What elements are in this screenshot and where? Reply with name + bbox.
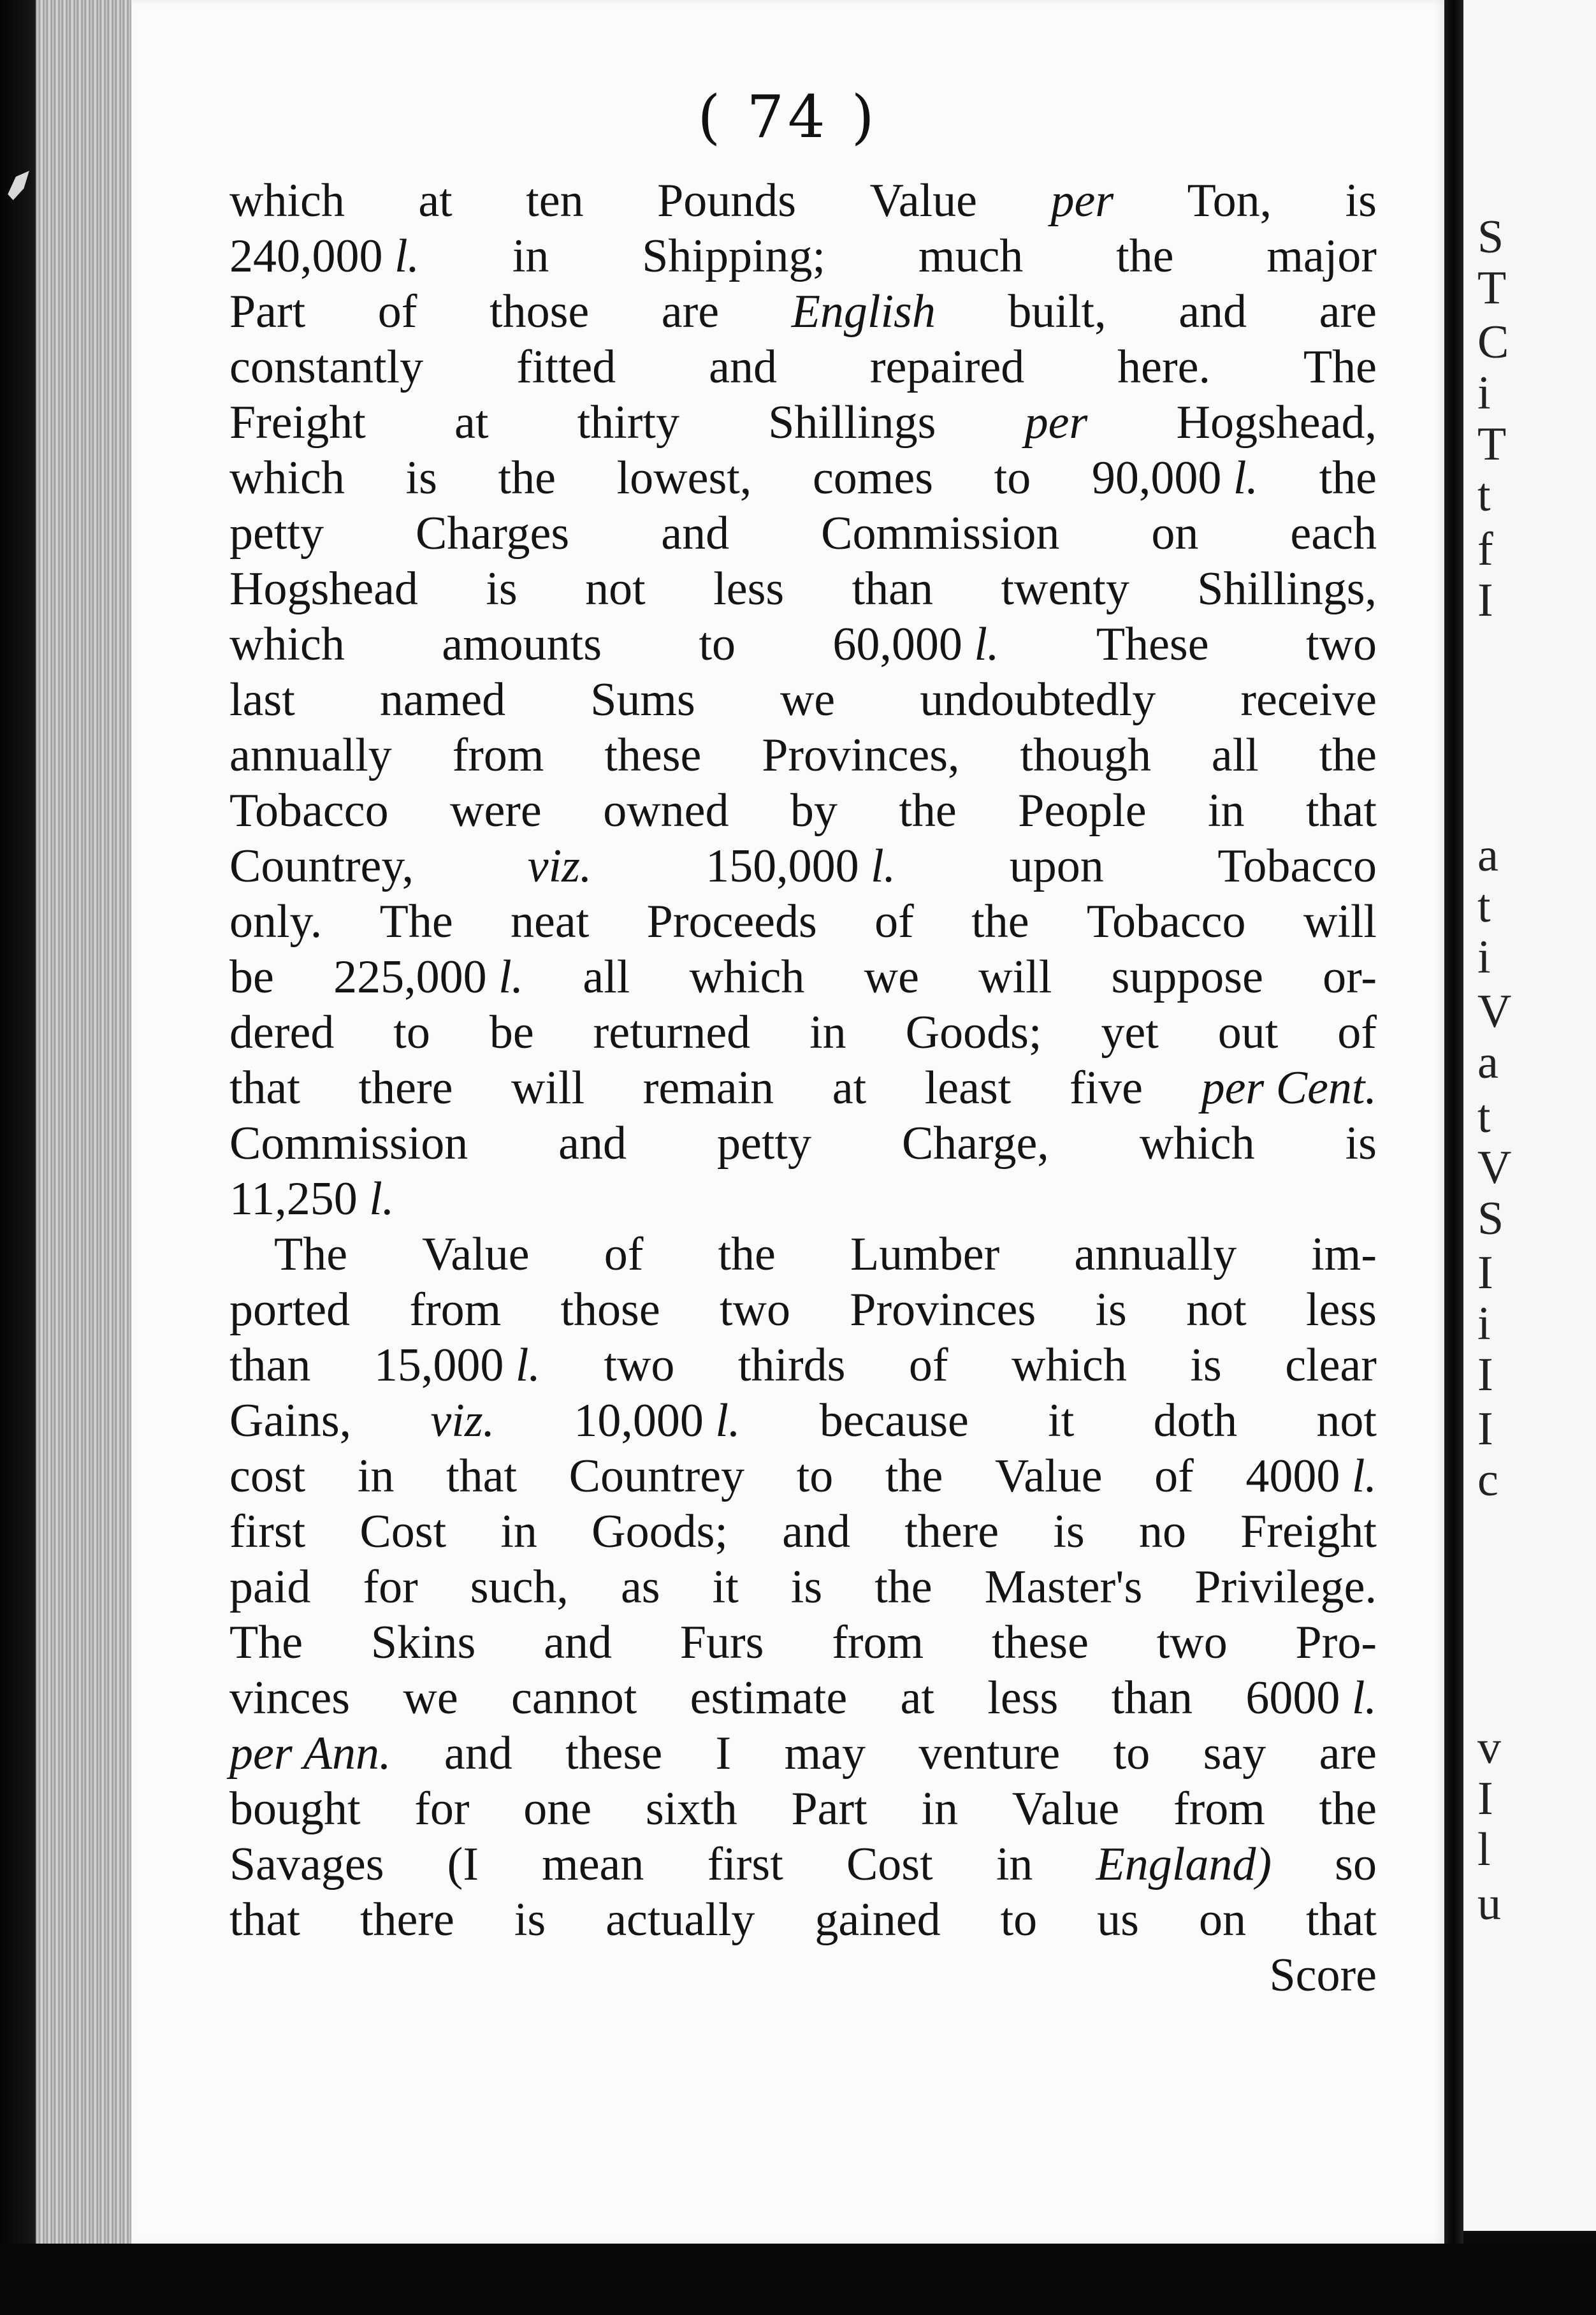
word: named [379, 674, 506, 726]
word: is [790, 1561, 823, 1613]
facing-page-letter: T [1477, 418, 1507, 470]
word: which [689, 951, 805, 1003]
word: 60,000 l. [832, 618, 999, 671]
word: which [229, 175, 345, 227]
text-line [229, 783, 1377, 839]
word: The [274, 1228, 348, 1281]
text-line [229, 451, 1377, 506]
word: bought [229, 1783, 361, 1835]
word: Sums [590, 674, 695, 726]
word: of [377, 286, 417, 338]
word: per [1050, 175, 1114, 227]
word: Commission [229, 1117, 468, 1170]
word: which [1012, 1339, 1127, 1391]
word: to [699, 618, 736, 671]
word: mean [542, 1838, 644, 1890]
facing-page-letter: i [1477, 931, 1491, 983]
word: cost [229, 1450, 306, 1502]
word: 4000 l. [1245, 1450, 1377, 1502]
word: were [450, 785, 542, 837]
word: here. [1117, 341, 1210, 393]
word: Countrey, [229, 840, 414, 892]
word: Charge, [901, 1117, 1049, 1170]
word: there [358, 1062, 453, 1114]
facing-page-letter: I [1477, 1349, 1493, 1401]
word: annually [229, 729, 392, 781]
word: not [1316, 1395, 1377, 1447]
text-line [229, 1560, 1377, 1615]
text-line [229, 1671, 1377, 1726]
word: one [523, 1783, 592, 1835]
word: vinces [229, 1672, 351, 1724]
word: im- [1311, 1228, 1377, 1281]
word: in [996, 1838, 1033, 1890]
word: Hogshead [229, 563, 418, 615]
word: at [832, 1062, 867, 1114]
text-line [229, 1504, 1377, 1560]
word: petty [717, 1117, 811, 1170]
word: and [661, 507, 730, 560]
word: that [1305, 785, 1377, 837]
word: of [874, 896, 914, 948]
word: the [971, 896, 1029, 948]
word: Skins [370, 1616, 476, 1669]
word: Provinces, [762, 729, 960, 781]
text-line [229, 1338, 1377, 1393]
word: less [713, 563, 785, 615]
word: in [512, 230, 549, 282]
word: 90,000 l. [1091, 452, 1258, 504]
word: on [1198, 1894, 1246, 1946]
word: all [1211, 729, 1259, 781]
word: Commission [821, 507, 1060, 560]
word: are [1319, 1727, 1377, 1780]
word: suppose [1111, 951, 1263, 1003]
word: Shipping; [642, 230, 826, 282]
word: is [1053, 1506, 1085, 1558]
text-line [229, 562, 1377, 617]
word: ten [526, 175, 584, 227]
word: to [1113, 1727, 1150, 1780]
text-line [229, 672, 1377, 728]
word: yet [1101, 1006, 1159, 1059]
word: on [1151, 507, 1199, 560]
word: and [544, 1616, 613, 1669]
word: at [900, 1672, 934, 1724]
word: Value [422, 1228, 530, 1281]
word: in [357, 1450, 395, 1502]
word: those [560, 1284, 660, 1336]
word: less [987, 1672, 1059, 1724]
facing-page-letter: I [1477, 1247, 1493, 1299]
word: is [1345, 175, 1377, 227]
word: England) [1096, 1838, 1272, 1890]
word: there [904, 1506, 999, 1558]
word: the [718, 1228, 776, 1281]
text-line [229, 950, 1377, 1005]
word: Charges [416, 507, 570, 560]
word: is [1190, 1339, 1222, 1391]
word: Provinces [850, 1284, 1036, 1336]
word: and [1179, 286, 1247, 338]
facing-page-letter: I [1477, 574, 1493, 627]
word: will [1303, 896, 1377, 948]
word: from [452, 729, 544, 781]
word: us [1097, 1894, 1139, 1946]
word: those [490, 286, 590, 338]
word: be [489, 1006, 534, 1059]
word: of [1337, 1006, 1377, 1059]
word: to [1000, 1894, 1038, 1946]
word: as [620, 1561, 660, 1613]
word: clear [1285, 1339, 1377, 1391]
word: from [832, 1616, 924, 1669]
word: to [796, 1450, 834, 1502]
word: in [500, 1506, 537, 1558]
word: Privilege. [1194, 1561, 1377, 1613]
word: built, [1008, 286, 1106, 338]
text-line [229, 284, 1377, 340]
word: in [921, 1783, 958, 1835]
word: five [1069, 1062, 1143, 1114]
word: for [414, 1783, 470, 1835]
facing-page-letter: S [1477, 211, 1504, 263]
text-line [229, 1892, 1377, 1948]
word: not [585, 563, 646, 615]
word: English [791, 286, 936, 338]
facing-page-letter: t [1477, 1091, 1491, 1143]
word: Pounds [657, 175, 797, 227]
word: thirds [737, 1339, 846, 1391]
word: in [809, 1006, 846, 1059]
word: dered [229, 1006, 335, 1059]
word: viz. [527, 840, 592, 892]
word: 11,250 l. [229, 1173, 395, 1225]
word: these [991, 1616, 1089, 1669]
word: than [229, 1339, 311, 1391]
word: that [229, 1062, 300, 1114]
word: two [1156, 1616, 1228, 1669]
word: Tobacco [1086, 896, 1246, 948]
word: is [405, 452, 437, 504]
word: Gains, [229, 1395, 352, 1447]
word: 6000 l. [1245, 1672, 1377, 1724]
word: such, [470, 1561, 569, 1613]
word: constantly [229, 341, 424, 393]
binding-mark [5, 171, 32, 200]
text-line [229, 1172, 1377, 1227]
facing-page-letter: v [1477, 1722, 1501, 1774]
word: or- [1323, 951, 1377, 1003]
word: Master's [984, 1561, 1143, 1613]
word: than [852, 563, 934, 615]
facing-page-letter: I [1477, 1403, 1493, 1455]
word: remain [642, 1062, 774, 1114]
facing-page-letter: c [1477, 1454, 1498, 1506]
word: Pro- [1295, 1616, 1377, 1669]
word: for [363, 1561, 418, 1613]
word: which [229, 618, 345, 671]
word: may [784, 1727, 866, 1780]
word: the [899, 785, 957, 837]
word: to [393, 1006, 430, 1059]
word: the [498, 452, 556, 504]
word: Value [869, 175, 977, 227]
word: 15,000 l. [374, 1339, 540, 1391]
word: to [994, 452, 1031, 504]
facing-page-letter: T [1477, 262, 1507, 314]
word: at [454, 396, 489, 449]
word: the [1319, 452, 1377, 504]
word: annually [1074, 1228, 1237, 1281]
word: which [1139, 1117, 1255, 1170]
facing-page-letter: a [1477, 1036, 1498, 1089]
word: two [604, 1339, 675, 1391]
word: viz. [430, 1395, 495, 1447]
word: repaired [869, 341, 1025, 393]
word: these [565, 1727, 663, 1780]
word: sixth [645, 1783, 737, 1835]
facing-page-letter: C [1477, 316, 1509, 368]
word: ported [229, 1284, 351, 1336]
word: least [924, 1062, 1012, 1114]
word: the [1116, 230, 1174, 282]
word: comes [812, 452, 933, 504]
word: last [229, 674, 295, 726]
word: will [511, 1062, 585, 1114]
word: Goods; [591, 1506, 728, 1558]
word: 10,000 l. [574, 1395, 741, 1447]
text-line [229, 1837, 1377, 1892]
word: no [1138, 1506, 1186, 1558]
page-gutter [1444, 0, 1463, 2315]
text-line [229, 340, 1377, 395]
word: Tobacco [229, 785, 389, 837]
word: that [446, 1450, 518, 1502]
word: and [782, 1506, 851, 1558]
word: lowest, [616, 452, 752, 504]
word: Shillings [768, 396, 936, 449]
word: Hogshead, [1176, 396, 1377, 449]
word: so [1335, 1838, 1377, 1890]
word: be [229, 951, 274, 1003]
facing-page-letter: i [1477, 367, 1491, 419]
word: 225,000 l. [333, 951, 524, 1003]
word: Tobacco [1217, 840, 1377, 892]
text-line [229, 1282, 1377, 1338]
word: it [1048, 1395, 1075, 1447]
word: upon [1009, 840, 1104, 892]
facing-page-letter: f [1477, 523, 1493, 576]
text-line [229, 1061, 1377, 1116]
word: Goods; [905, 1006, 1042, 1059]
word: we [403, 1672, 458, 1724]
word: The [379, 896, 453, 948]
text-line [229, 1227, 1377, 1282]
word: at [418, 175, 453, 227]
page-number: ( 74 ) [697, 83, 878, 151]
word: from [409, 1284, 502, 1336]
word: two [1305, 618, 1377, 671]
word: receive [1240, 674, 1377, 726]
word: will [978, 951, 1052, 1003]
word: each [1290, 507, 1377, 560]
word: and [444, 1727, 512, 1780]
word: first [707, 1838, 783, 1890]
word: Part [791, 1783, 867, 1835]
word: of [908, 1339, 948, 1391]
word: less [1305, 1284, 1377, 1336]
word: Cost [359, 1506, 447, 1558]
facing-page-letter: i [1477, 1298, 1491, 1350]
word: we [780, 674, 836, 726]
word: than [1111, 1672, 1193, 1724]
word: the [874, 1561, 932, 1613]
word: two [720, 1284, 790, 1336]
word: returned [593, 1006, 751, 1059]
word: out [1217, 1006, 1279, 1059]
text-line [229, 1449, 1377, 1504]
word: is [486, 563, 518, 615]
word: is [514, 1894, 546, 1946]
word: These [1096, 618, 1209, 671]
text-line [229, 1005, 1377, 1061]
word: Lumber [850, 1228, 1000, 1281]
word: the [885, 1450, 943, 1502]
word: that [229, 1894, 300, 1946]
word: 240,000 l. [229, 230, 420, 282]
word: much [918, 230, 1024, 282]
facing-page-letter: a [1477, 829, 1498, 882]
facing-page-letter: S [1477, 1193, 1504, 1245]
word: we [864, 951, 919, 1003]
word: actually [606, 1894, 755, 1946]
text-line [229, 1782, 1377, 1837]
bottom-shadow [0, 2244, 1596, 2315]
word: per [1024, 396, 1088, 449]
text-line [229, 506, 1377, 562]
word: The [229, 1616, 303, 1669]
word: Freight [1240, 1506, 1377, 1558]
word: Furs [679, 1616, 764, 1669]
word: all [583, 951, 630, 1003]
word: there [359, 1894, 454, 1946]
word: twenty [1001, 563, 1129, 615]
word: though [1020, 729, 1151, 781]
facing-page-letter: u [1477, 1878, 1501, 1930]
word: paid [229, 1561, 311, 1613]
word: Ton, [1187, 175, 1272, 227]
word: fitted [516, 341, 616, 393]
word: the [1319, 1783, 1377, 1835]
word: from [1173, 1783, 1265, 1835]
word: in [1208, 785, 1245, 837]
word: cannot [511, 1672, 637, 1724]
word: per Ann. [229, 1727, 391, 1780]
text-line [229, 894, 1377, 950]
word: by [790, 785, 838, 837]
word: of [1154, 1450, 1194, 1502]
word: Value [1012, 1783, 1120, 1835]
text-line [229, 1116, 1377, 1172]
word: is [1095, 1284, 1127, 1336]
body-text [229, 173, 1377, 2003]
word: because [819, 1395, 969, 1447]
word: Part [229, 286, 306, 338]
word: venture [918, 1727, 1061, 1780]
word: doth [1153, 1395, 1238, 1447]
page-edges [36, 0, 134, 2244]
word: Cost [846, 1838, 933, 1890]
word: Value [994, 1450, 1103, 1502]
word: I [715, 1727, 732, 1780]
word: The [1303, 341, 1377, 393]
text-line [229, 395, 1377, 451]
word: that [1305, 1894, 1377, 1946]
word: amounts [442, 618, 602, 671]
word: People [1018, 785, 1147, 837]
word: are [1319, 286, 1377, 338]
text-line [229, 1615, 1377, 1671]
word: estimate [690, 1672, 848, 1724]
word: neat [511, 896, 590, 948]
facing-page-letter: t [1477, 469, 1491, 521]
word: owned [603, 785, 729, 837]
word: it [712, 1561, 739, 1613]
word: Shillings, [1197, 563, 1377, 615]
word: Freight [229, 396, 366, 449]
word: per Cent. [1201, 1062, 1377, 1114]
facing-page-letter: V [1477, 1142, 1512, 1194]
word: and [709, 341, 777, 393]
word: are [661, 286, 720, 338]
text-line [229, 1726, 1377, 1782]
word: Countrey [569, 1450, 745, 1502]
word: petty [229, 507, 324, 560]
word: major [1266, 230, 1377, 282]
facing-page-letter: V [1477, 985, 1512, 1038]
word: not [1186, 1284, 1247, 1336]
word: first [229, 1506, 306, 1558]
text-line [229, 173, 1377, 229]
text-line [229, 728, 1377, 783]
word: 150,000 l. [706, 840, 896, 892]
facing-page-letter: t [1477, 880, 1491, 933]
facing-page-letter: I [1477, 1773, 1493, 1825]
word: is [1345, 1117, 1377, 1170]
facing-page-letter: l [1477, 1824, 1491, 1876]
word: Proceeds [646, 896, 817, 948]
word: only. [229, 896, 323, 948]
word: these [604, 729, 702, 781]
word: which [229, 452, 345, 504]
text-line [229, 839, 1377, 894]
word: undoubtedly [920, 674, 1156, 726]
word: gained [815, 1894, 941, 1946]
text-line [229, 1393, 1377, 1449]
catchword: Score [1269, 1949, 1377, 2001]
word: the [1319, 729, 1377, 781]
word: say [1203, 1727, 1266, 1780]
text-line [229, 617, 1377, 672]
word: of [604, 1228, 644, 1281]
word: (I [447, 1838, 479, 1890]
text-line [229, 229, 1377, 284]
word: thirty [577, 396, 679, 449]
word: Savages [229, 1838, 384, 1890]
word: and [558, 1117, 627, 1170]
